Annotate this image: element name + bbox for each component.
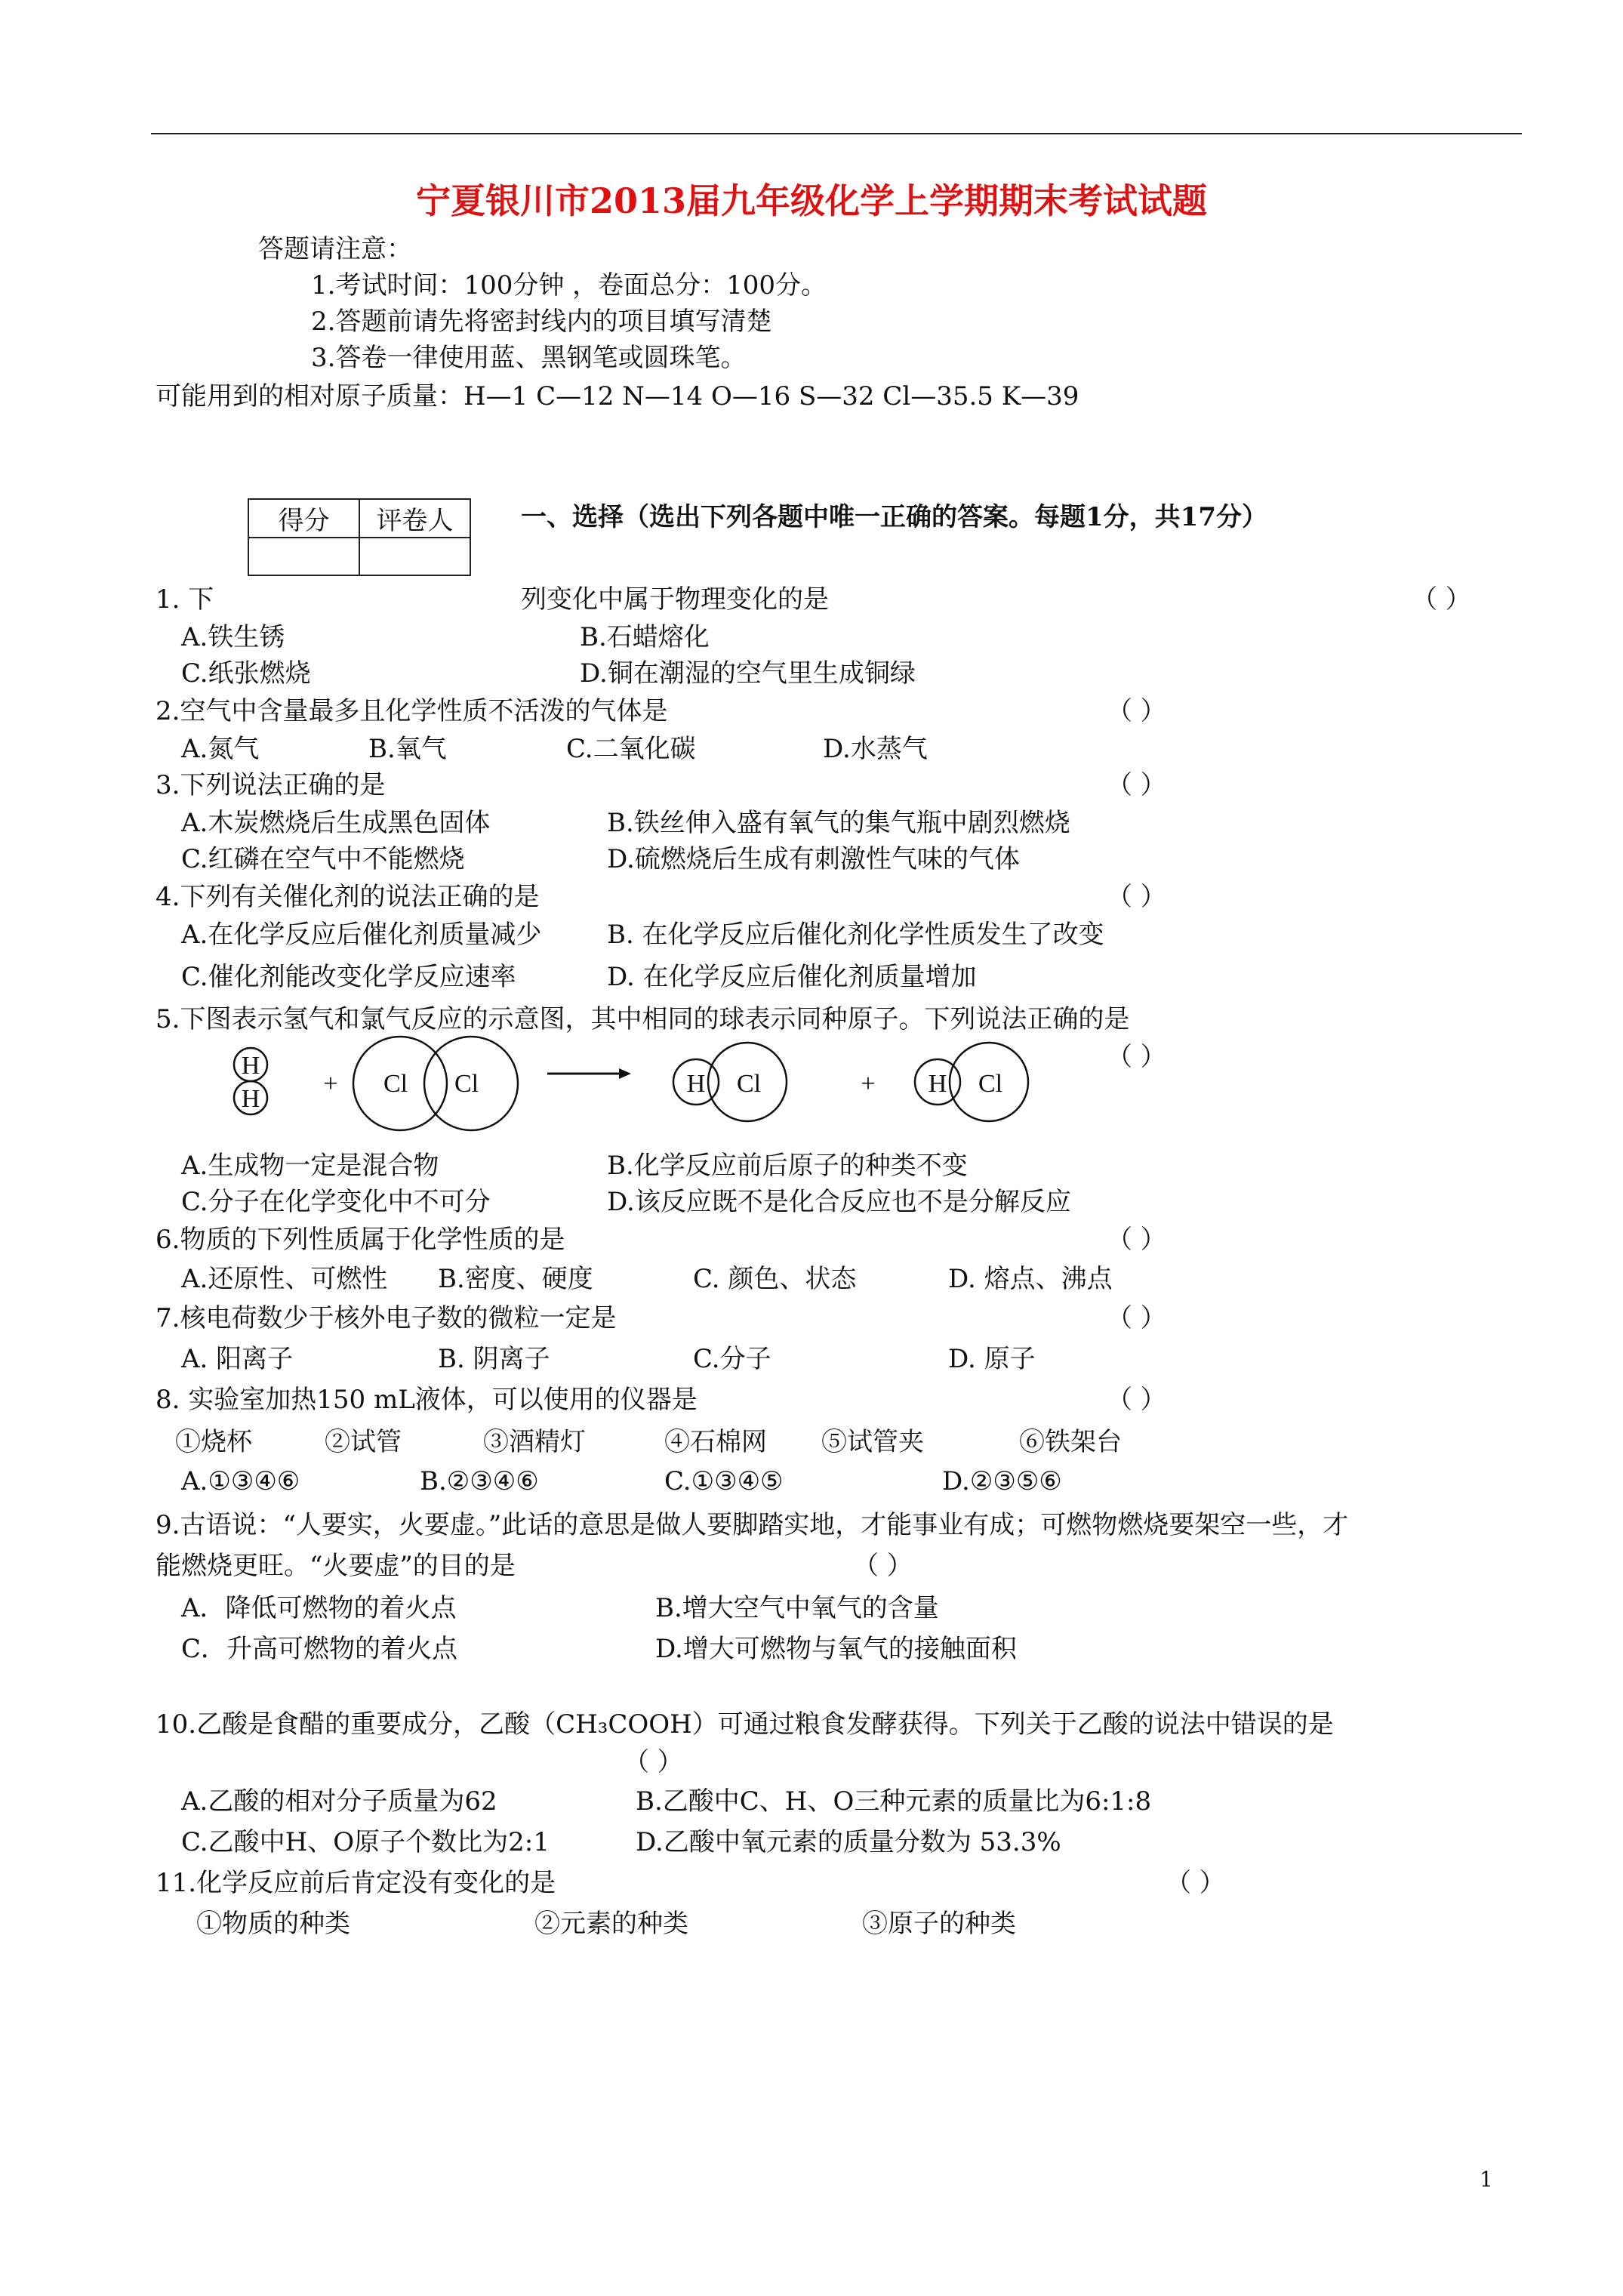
label-cl-right: Cl	[454, 1070, 479, 1098]
q9-blank[interactable]: （ ）	[853, 1551, 913, 1581]
q8-item-3: ③酒精灯	[483, 1427, 586, 1457]
q10-stem: 10.乙酸是食醋的重要成分，乙酸（CH₃COOH）可通过粮食发酵获得。下列关于乙酸的说法中错误的是	[156, 1709, 1334, 1740]
q8-blank[interactable]: （ ）	[1107, 1385, 1166, 1415]
notice-heading: 答题请注意：	[258, 234, 412, 264]
q8-item-5: ⑤试管夹	[821, 1427, 924, 1457]
q4-option-c: C.催化剂能改变化学反应速率	[181, 962, 516, 992]
q8-option-c: C.①③④⑤	[664, 1466, 784, 1496]
q1-number: 1. 下	[156, 584, 214, 615]
notice-item-2: 2.答题前请先将密封线内的项目填写清楚	[311, 307, 772, 337]
q10-option-c: C.乙酸中H、O原子个数比为2:1	[181, 1827, 550, 1857]
q3-option-b: B.铁丝伸入盛有氧气的集气瓶中剧烈燃烧	[607, 808, 1070, 838]
q8-item-4: ④石棉网	[664, 1427, 767, 1457]
q8-item-6: ⑥铁架台	[1019, 1427, 1122, 1457]
page-number: 1	[1480, 2167, 1493, 2192]
q7-option-c: C.分子	[693, 1344, 771, 1374]
q5-blank[interactable]: （ ）	[1107, 1042, 1166, 1072]
q4-blank[interactable]: （ ）	[1107, 882, 1166, 912]
label-plus-left: +	[323, 1070, 338, 1098]
q5-option-d: D.该反应既不是化合反应也不是分解反应	[607, 1187, 1071, 1217]
label-h-product2: H	[928, 1070, 947, 1098]
q6-option-c: C. 颜色、状态	[693, 1264, 857, 1294]
q3-option-a: A.木炭燃烧后生成黑色固体	[181, 808, 491, 838]
q8-option-d: D.②③⑤⑥	[942, 1466, 1062, 1496]
q8-option-b: B.②③④⑥	[420, 1466, 539, 1496]
q10-blank[interactable]: （ ）	[624, 1747, 683, 1777]
q1-option-d: D.铜在潮湿的空气里生成铜绿	[580, 658, 916, 689]
q2-option-c: C.二氧化碳	[566, 734, 696, 764]
q3-blank[interactable]: （ ）	[1107, 770, 1166, 800]
label-cl-product1: Cl	[736, 1070, 762, 1098]
q4-option-d: D. 在化学反应后催化剂质量增加	[607, 962, 977, 992]
label-h-product1: H	[686, 1070, 706, 1098]
atomic-masses: 可能用到的相对原子质量：H—1 C—12 N—14 O—16 S—32 Cl—35.5 K—39	[156, 381, 1079, 411]
q3-stem: 3.下列说法正确的是	[156, 770, 386, 800]
q11-stem: 11.化学反应前后肯定没有变化的是	[156, 1868, 556, 1898]
q7-stem: 7.核电荷数少于核外电子数的微粒一定是	[156, 1303, 617, 1333]
notice-item-3: 3.答卷一律使用蓝、黑钢笔或圆珠笔。	[311, 343, 747, 373]
q8-item-2: ②试管	[325, 1427, 402, 1457]
grader-cell[interactable]	[359, 538, 470, 575]
q8-item-1: ①烧杯	[175, 1427, 252, 1457]
q1-option-b: B.石蜡熔化	[580, 622, 710, 652]
label-h-top: H	[241, 1052, 260, 1080]
q8-option-a: A.①③④⑥	[181, 1466, 300, 1496]
notice-item-1: 1.考试时间：100分钟 ，卷面总分：100分。	[311, 270, 827, 300]
q6-option-d: D. 熔点、沸点	[948, 1264, 1113, 1294]
q10-option-b: B.乙酸中C、H、O三种元素的质量比为6:1:8	[636, 1786, 1152, 1817]
reaction-arrow-head	[619, 1068, 631, 1079]
q1-stem: 列变化中属于物理变化的是	[521, 584, 829, 615]
q2-stem: 2.空气中含量最多且化学性质不活泼的气体是	[156, 696, 668, 726]
q4-option-b: B. 在化学反应后催化剂化学性质发生了改变	[607, 920, 1104, 950]
score-cell[interactable]	[248, 538, 359, 575]
score-table	[248, 498, 471, 576]
grader-label: 评卷人	[359, 499, 470, 538]
q4-option-a: A.在化学反应后催化剂质量减少	[181, 920, 542, 950]
q11-blank[interactable]: （ ）	[1166, 1868, 1225, 1898]
q2-option-a: A.氮气	[181, 734, 260, 764]
label-cl-left: Cl	[383, 1070, 408, 1098]
q9-option-c: C．升高可燃物的着火点	[181, 1634, 458, 1664]
score-label: 得分	[248, 499, 359, 538]
reaction-diagram	[211, 1027, 1079, 1148]
q9-stem-line2: 能燃烧更旺。“火要虚”的目的是	[156, 1551, 516, 1581]
q5-option-a: A.生成物一定是混合物	[181, 1151, 439, 1181]
q5-option-c: C.分子在化学变化中不可分	[181, 1187, 491, 1217]
q7-blank[interactable]: （ ）	[1107, 1303, 1166, 1333]
q9-option-a: A．降低可燃物的着火点	[181, 1593, 457, 1623]
q4-stem: 4.下列有关催化剂的说法正确的是	[156, 882, 540, 912]
q1-blank[interactable]: （ ）	[1412, 584, 1471, 615]
q2-blank[interactable]: （ ）	[1107, 696, 1166, 726]
q3-option-d: D.硫燃烧后生成有刺激性气味的气体	[607, 844, 1020, 874]
q6-option-a: A.还原性、可燃性	[181, 1264, 388, 1294]
label-cl-product2: Cl	[978, 1070, 1003, 1098]
q7-option-b: B. 阴离子	[438, 1344, 550, 1374]
page-title: 宁夏银川市2013届九年级化学上学期期末考试试题	[415, 180, 1208, 221]
q7-option-a: A. 阳离子	[181, 1344, 294, 1374]
q9-stem-line1: 9.古语说：“人要实，火要虚。”此话的意思是做人要脚踏实地，才能事业有成；可燃物燃烧要架空一些，才	[156, 1510, 1349, 1540]
q1-option-c: C.纸张燃烧	[181, 658, 311, 689]
label-h-bottom: H	[241, 1085, 260, 1113]
q11-item-3: ③原子的种类	[862, 1909, 1016, 1939]
q1-option-a: A.铁生锈	[181, 622, 285, 652]
top-rule	[151, 133, 1522, 134]
q10-option-a: A.乙酸的相对分子质量为62	[181, 1786, 497, 1817]
q2-option-b: B.氧气	[368, 734, 447, 764]
q5-option-b: B.化学反应前后原子的种类不变	[607, 1151, 968, 1181]
q3-option-c: C.红磷在空气中不能燃烧	[181, 844, 465, 874]
label-plus-right: +	[861, 1070, 876, 1098]
q5-stem: 5.下图表示氢气和氯气反应的示意图，其中相同的球表示同种原子。下列说法正确的是	[156, 1004, 1130, 1034]
q6-option-b: B.密度、硬度	[438, 1264, 593, 1294]
q6-blank[interactable]: （ ）	[1107, 1225, 1166, 1255]
q9-option-b: B.增大空气中氧气的含量	[655, 1593, 939, 1623]
q11-item-1: ①物质的种类	[196, 1909, 350, 1939]
q6-stem: 6.物质的下列性质属于化学性质的是	[156, 1225, 565, 1255]
section-heading: 一、选择（选出下列各题中唯一正确的答案。每题1分，共17分）	[521, 502, 1267, 532]
q8-stem: 8. 实验室加热150 mL液体，可以使用的仪器是	[156, 1385, 698, 1415]
q2-option-d: D.水蒸气	[823, 734, 928, 764]
q10-option-d: D.乙酸中氧元素的质量分数为 53.3%	[636, 1827, 1061, 1857]
q9-option-d: D.增大可燃物与氧气的接触面积	[655, 1634, 1017, 1664]
q11-item-2: ②元素的种类	[534, 1909, 688, 1939]
q7-option-d: D. 原子	[948, 1344, 1036, 1374]
